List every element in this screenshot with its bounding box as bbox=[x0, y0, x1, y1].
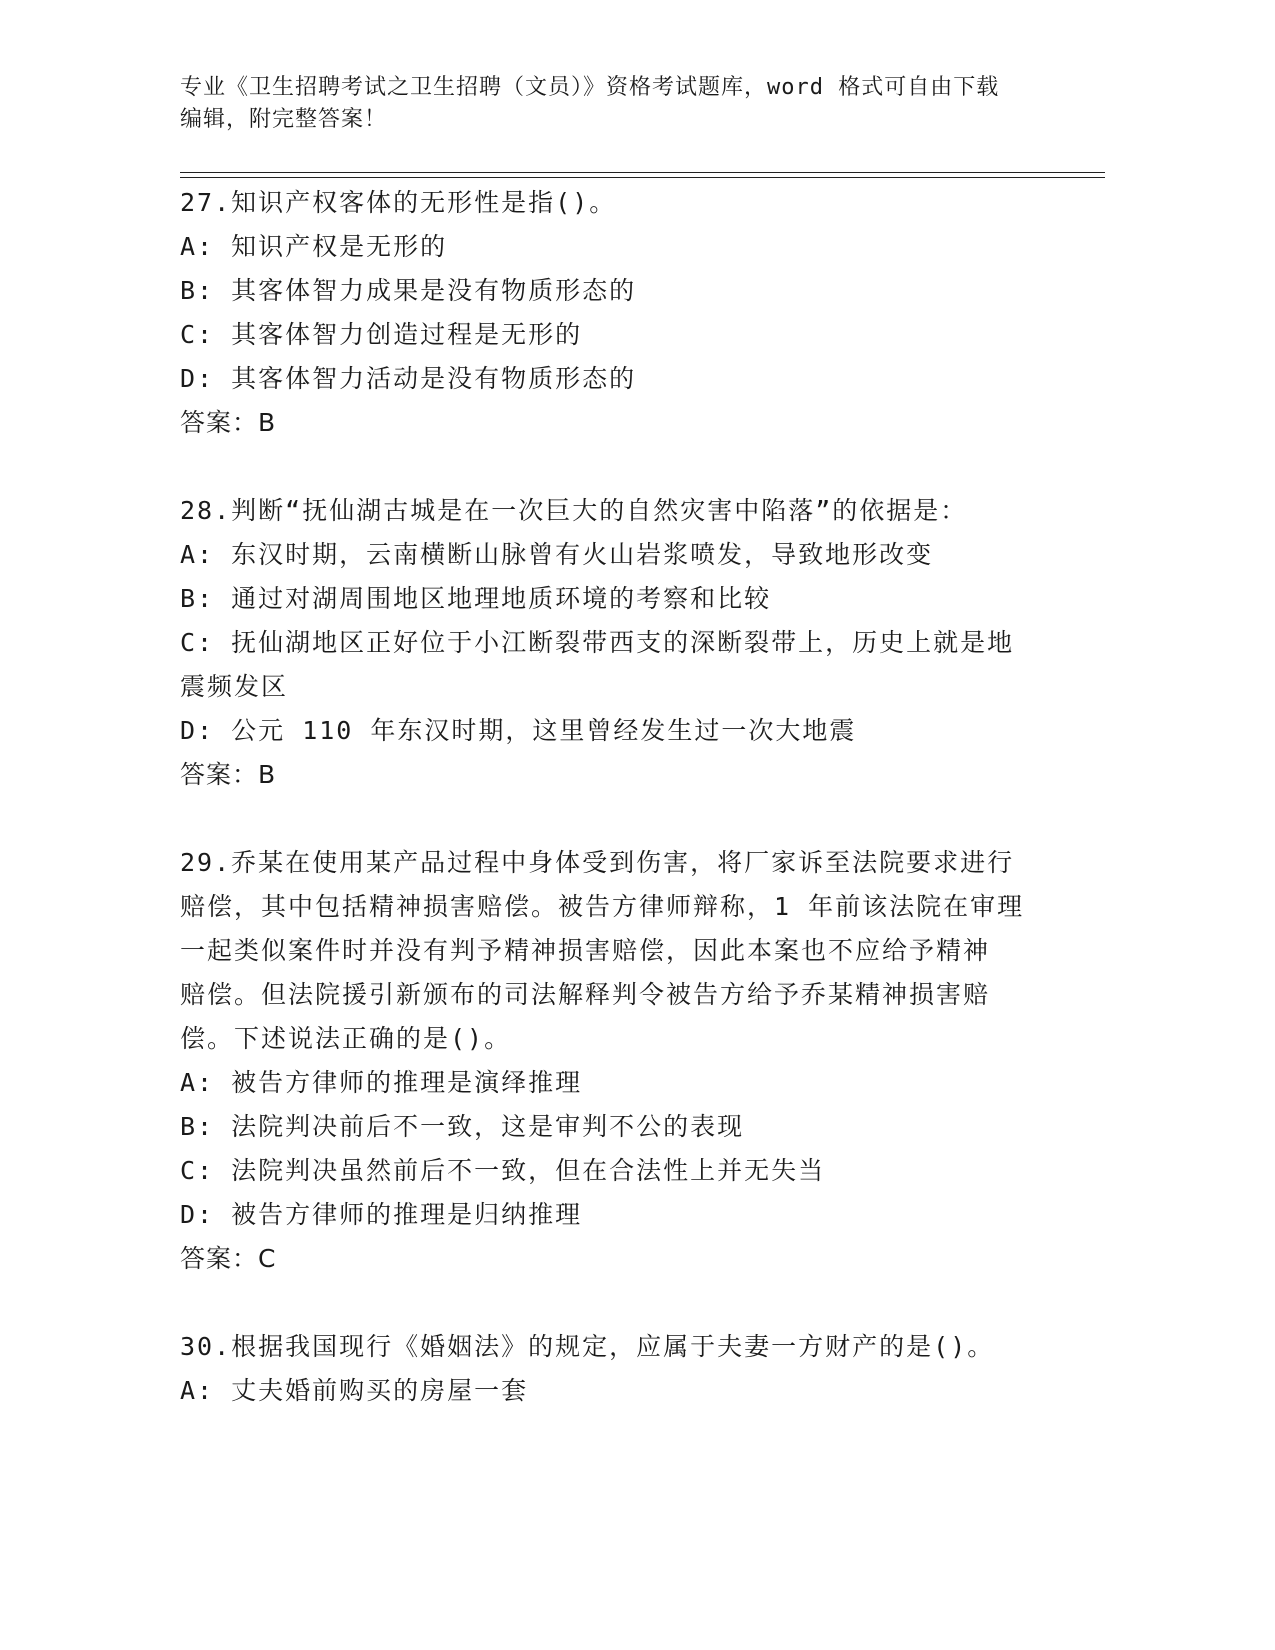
question-spacer bbox=[180, 797, 1040, 841]
answer-line: 答案：C bbox=[180, 1244, 277, 1273]
option-line: D: 公元 110 年东汉时期，这里曾经发生过一次大地震 bbox=[180, 716, 857, 745]
question-spacer bbox=[180, 1281, 1040, 1325]
option-line: C: 抚仙湖地区正好位于小江断裂带西支的深断裂带上，历史上就是地 bbox=[180, 628, 1015, 657]
question-block bbox=[180, 181, 1040, 489]
question-block bbox=[180, 489, 1040, 841]
question-stem-line: 30.根据我国现行《婚姻法》的规定，应属于夫妻一方财产的是()。 bbox=[180, 1332, 995, 1361]
answer-line: 答案：B bbox=[180, 760, 277, 789]
question-stem-line: 28.判断“抚仙湖古城是在一次巨大的自然灾害中陷落”的依据是： bbox=[180, 496, 968, 525]
option-line: A: 丈夫婚前购买的房屋一套 bbox=[180, 1376, 529, 1405]
question-stem-line: 一起类似案件时并没有判予精神损害赔偿，因此本案也不应给予精神 bbox=[180, 936, 991, 965]
question-list bbox=[180, 181, 1040, 1413]
option-line: B: 通过对湖周围地区地理地质环境的考察和比较 bbox=[180, 584, 772, 613]
header-line-2: 编辑，附完整答案！ bbox=[180, 107, 388, 132]
question-stem-line: 27.知识产权客体的无形性是指()。 bbox=[180, 188, 617, 217]
option-line: B: 其客体智力成果是没有物质形态的 bbox=[180, 276, 637, 305]
question-block bbox=[180, 1325, 1040, 1413]
header-line-1: 专业《卫生招聘考试之卫生招聘（文员）》资格考试题库，word 格式可自由下载 bbox=[180, 75, 1000, 100]
header-divider-top bbox=[180, 172, 1105, 173]
option-line: C: 其客体智力创造过程是无形的 bbox=[180, 320, 583, 349]
option-line: D: 其客体智力活动是没有物质形态的 bbox=[180, 364, 637, 393]
question-stem-line: 赔偿，其中包括精神损害赔偿。被告方律师辩称，1 年前该法院在审理 bbox=[180, 892, 1025, 921]
option-line: C: 法院判决虽然前后不一致，但在合法性上并无失当 bbox=[180, 1156, 826, 1185]
answer-line: 答案：B bbox=[180, 408, 277, 437]
question-spacer bbox=[180, 445, 1040, 489]
header-divider-bottom bbox=[180, 177, 1105, 178]
option-line: A: 东汉时期，云南横断山脉曾有火山岩浆喷发，导致地形改变 bbox=[180, 540, 934, 569]
document-header bbox=[180, 72, 1080, 136]
option-line: B: 法院判决前后不一致，这是审判不公的表现 bbox=[180, 1112, 745, 1141]
question-stem-line: 29.乔某在使用某产品过程中身体受到伤害，将厂家诉至法院要求进行 bbox=[180, 848, 1015, 877]
question-stem-line: 偿。下述说法正确的是()。 bbox=[180, 1024, 512, 1053]
option-line: D: 被告方律师的推理是归纳推理 bbox=[180, 1200, 583, 1229]
question-stem-line: 赔偿。但法院援引新颁布的司法解释判令被告方给予乔某精神损害赔 bbox=[180, 980, 991, 1009]
option-line: A: 被告方律师的推理是演绎推理 bbox=[180, 1068, 583, 1097]
question-block bbox=[180, 841, 1040, 1325]
option-line: 震频发区 bbox=[180, 672, 289, 701]
option-line: A: 知识产权是无形的 bbox=[180, 232, 448, 261]
